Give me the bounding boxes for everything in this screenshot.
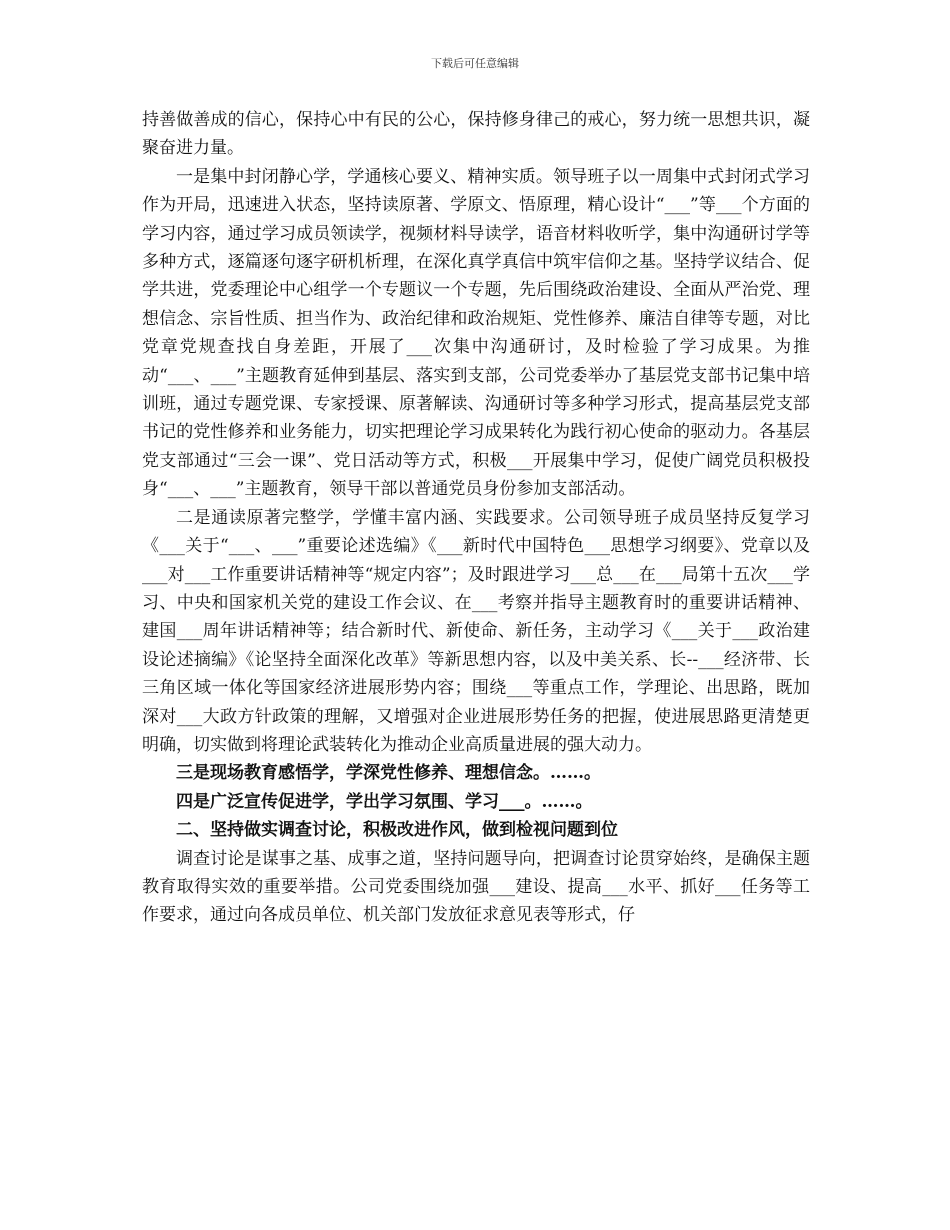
paragraph-point-four: 四是广泛宣传促进学，学出学习氛围、学习___。……。 (176, 791, 593, 812)
paragraph-point-one: 一是集中封闭静心学，学通核心要义、精神实质。领导班子以一周集中式封闭式学习作为开局，迅速进入状态，坚持读原著、学原文、悟原理，精心设计“___”等___个方面的学习内容，通过学习成员领读学，视频材料导读学，语音材料收听学，集中沟通研讨学等多种方式，逐篇逐句逐字研机析理，在深化真学真信中筑牢信仰之基。坚持学议结合、促学共进，党委理论中心组学一个专题议一个专题，先后围绕政治建设、全面从严治党、理想信念、宗旨性质、担当作为、政治纪律和政治规矩、党性修养、廉洁自律等专题，对比党章党规查找自身差距，开展了___次集中沟通研讨，及时检验了学习成果。为推动“___、___”主题教育延伸到基层、落实到支部，公司党委举办了基层党支部书记集中培训班，通过专题党课、专家授课、原著解读、沟通研讨等多种学习形式，提高基层党支部书记的党性修养和业务能力，切实把理论学习成果转化为践行初心使命的驱动力。各基层党支部通过“三会一课”、党日活动等方式，积极___开展集中学习，促使广阔党员积极投身“___、___”主题教育，领导干部以普通党员身份参加支部活动。 (142, 166, 810, 500)
paragraph-point-two: 二是通读原著完整学，学懂丰富内涵、实践要求。公司领导班子成员坚持反复学习《___关于“___、___”重要论述选编》《___新时代中国特色___思想学习纲要》、党章以及___对___工作重要讲话精神等“规定内容”；及时跟进学习___总___在___局第十五次___学习、中央和国家机关党的建设工作会议、在___考察并指导主题教育时的重要讲话精神、建国___周年讲话精神等；结合新时代、新使命、新任务，主动学习《___关于___政治建设论述摘编》《论坚持全面深化改革》等新思想内容，以及中美关系、长--___经济带、长三角区域一体化等国家经济进展形势内容；围绕___等重点工作，学理论、出思路，既加深对___大政方针政策的理解，又增强对企业进展形势任务的把握，使进展思路更清楚更明确，切实做到将理论武装转化为推动企业高质量进展的强大动力。 (142, 507, 810, 755)
page-header: 下载后可任意编辑 (431, 57, 519, 70)
section-heading-two: 二、坚持做实调查讨论，积极改进作风，做到检视问题到位 (176, 820, 618, 841)
paragraph-research: 调查讨论是谋事之基、成事之道，坚持问题导向，把调查讨论贯穿始终，是确保主题教育取得实效的重要举措。公司党委围绕加强___建设、提高___水平、抓好___任务等工作要求，通过向各成员单位、机关部门发放征求意见表等形式，仔 (142, 848, 810, 926)
document-body (142, 106, 810, 930)
paragraph-point-three: 三是现场教育感悟学，学深党性修养、理想信念。……。 (176, 763, 601, 784)
paragraph-continuation: 持善做善成的信心，保持心中有民的公心，保持修身律己的戒心，努力统一思想共识，凝聚奋进力量。 (142, 110, 810, 159)
